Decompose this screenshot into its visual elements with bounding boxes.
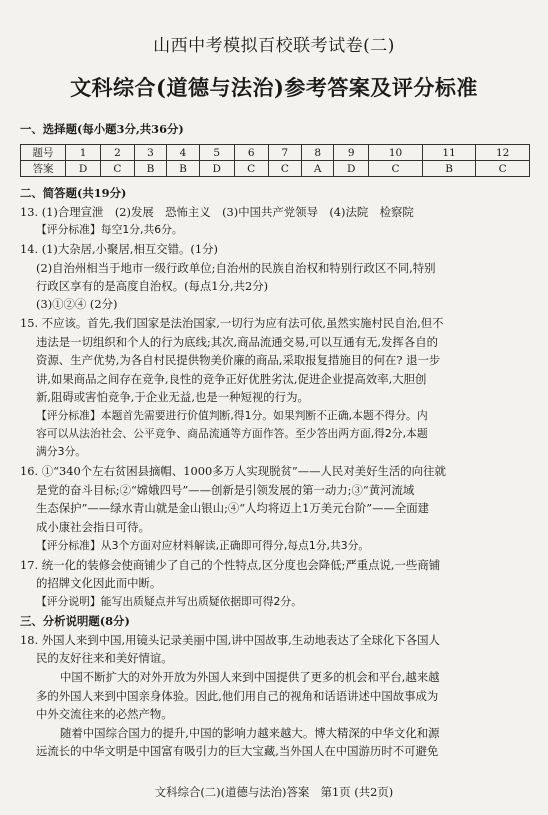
document-title: 文科综合(道德与法治)参考答案及评分标准 — [70, 75, 478, 100]
table-cell: B — [422, 161, 476, 177]
table-cell: 2 — [101, 145, 135, 161]
table-cell: 12 — [476, 145, 530, 161]
table-cell: D — [66, 161, 101, 177]
text-line: 生态保护”——绿水青山就是金山银山;④“人均将迈上1万美元台阶”——全面建 — [36, 501, 430, 515]
table-cell: 6 — [234, 145, 268, 161]
text-line: 新,阻碍或害怕竞争,于企业无益,也是一种短视的行为。 — [36, 390, 309, 404]
table-cell: C — [369, 161, 423, 177]
table-row — [21, 145, 530, 161]
table-cell: A — [302, 161, 334, 177]
table-cell: D — [334, 161, 369, 177]
text-line: 中国不断扩大的对外开放为外国人来到中国提供了更多的机会和平台,越来越 — [60, 670, 440, 684]
table-cell: D — [199, 161, 234, 177]
text-line: 18. 外国人来到中国,用镜头记录美丽中国,讲中国故事,生动地表达了全球化下各国人 — [20, 633, 440, 647]
table-cell: 4 — [167, 145, 199, 161]
text-line: 成小康社会指日可待。 — [36, 520, 150, 534]
table-cell: 10 — [369, 145, 423, 161]
table-cell: 9 — [334, 145, 369, 161]
scoring-note: 【评分标准】每空1分,共6分。 — [36, 223, 183, 236]
text-line: 多的外国人来到中国亲身体验。因此,他们用自己的视角和话语讲述中国故事成为 — [36, 689, 439, 703]
table-cell: 11 — [422, 145, 476, 161]
table-cell: 3 — [134, 145, 166, 161]
table-cell: C — [234, 161, 268, 177]
scoring-note: 容可以从法治社会、公平竞争、商品流通等方面作答。至少答出两方面,得2分,本题 — [36, 427, 428, 440]
page-footer: 文科综合(二)(道德与法治)答案 第1页 (共2页) — [154, 785, 394, 799]
text-line: 13. (1)合理宣泄 (2)发展 恐怖主义 (3)中国共产党领导 (4)法院 检察院 — [20, 205, 414, 219]
text-line: 远流长的中华文明是中国富有吸引力的巨大宝藏,当外国人在中国游历时不可避免 — [36, 744, 439, 758]
row-label-answer: 答案 — [21, 161, 66, 177]
table-cell: B — [167, 161, 199, 177]
table-cell: B — [134, 161, 166, 177]
text-line: 17. 统一化的装修会使商铺少了自己的个性特点,区分度也会降低;严重点说,一些商铺 — [20, 558, 441, 572]
scoring-note: 【评分标准】从3个方面对应材料解读,正确即可得分,每点1分,共3分。 — [36, 539, 370, 552]
table-row — [21, 161, 530, 177]
answer-table — [20, 144, 530, 177]
text-line: 16. ①“340个左右贫困县摘帽、1000多万人实现脱贫”——人民对美好生活的向往就 — [20, 464, 446, 478]
scoring-note: 满分3分。 — [36, 445, 87, 458]
text-line: 中外交流往来的必然产物。 — [36, 707, 173, 721]
table-cell: C — [101, 161, 135, 177]
text-line: 资源、生产优势,为各自村民提供物美价廉的商品,采取报复措施目的何在? 退一步 — [36, 353, 441, 367]
text-line: 的招牌文化因此而中断。 — [36, 576, 162, 590]
table-cell: 1 — [66, 145, 101, 161]
section-heading-choice: 一、选择题(每小题3分,共36分) — [20, 122, 184, 136]
text-line: 15. 不应该。首先,我们国家是法治国家,一切行为应有法可依,虽然实施村民自治,但不 — [20, 316, 444, 330]
text-line: 民的友好往来和美好情谊。 — [36, 651, 173, 665]
scoring-note: 【评分说明】能写出质疑点并写出质疑依据即可得2分。 — [36, 595, 302, 608]
exam-title: 山西中考模拟百校联考试卷(二) — [153, 36, 395, 56]
text-line: (3)①②④ (2分) — [36, 297, 118, 311]
text-line: 违法是一切组织和个人的行为底线;其次,商品流通交易,可以互通有无,发挥各自的 — [36, 335, 438, 349]
section-heading-short-answer: 二、简答题(共19分) — [20, 186, 127, 200]
section-heading-analysis: 三、分析说明题(8分) — [20, 614, 130, 628]
table-cell: C — [476, 161, 530, 177]
text-line: (2)自治州相当于地市一级行政单位;自治州的民族自治权和特别行政区不同,特别 — [36, 261, 436, 275]
text-line: 随着中国综合国力的提升,中国的影响力越来越大。博大精深的中华文化和源 — [60, 726, 440, 740]
text-line: 14. (1)大杂居,小聚居,相互交错。(1分) — [20, 242, 218, 256]
scoring-note: 【评分标准】本题首先需要进行价值判断,得1分。如果判断不正确,本题不得分。内 — [36, 409, 428, 422]
text-line: 讲,如果商品之间存在竞争,良性的竞争正好优胜劣汰,促进企业提高效率,大胆创 — [36, 372, 427, 386]
table-cell: 5 — [199, 145, 234, 161]
table-cell: C — [268, 161, 302, 177]
text-line: 是党的奋斗目标;②“嫦娥四号”——创新是引领发展的第一动力;③“黄河流域 — [36, 483, 415, 497]
table-cell: 8 — [302, 145, 334, 161]
text-line: 行政区享有的是高度自治权。(每点1分,共2分) — [36, 279, 269, 293]
row-label-number: 题号 — [21, 145, 66, 161]
table-cell: 7 — [268, 145, 302, 161]
